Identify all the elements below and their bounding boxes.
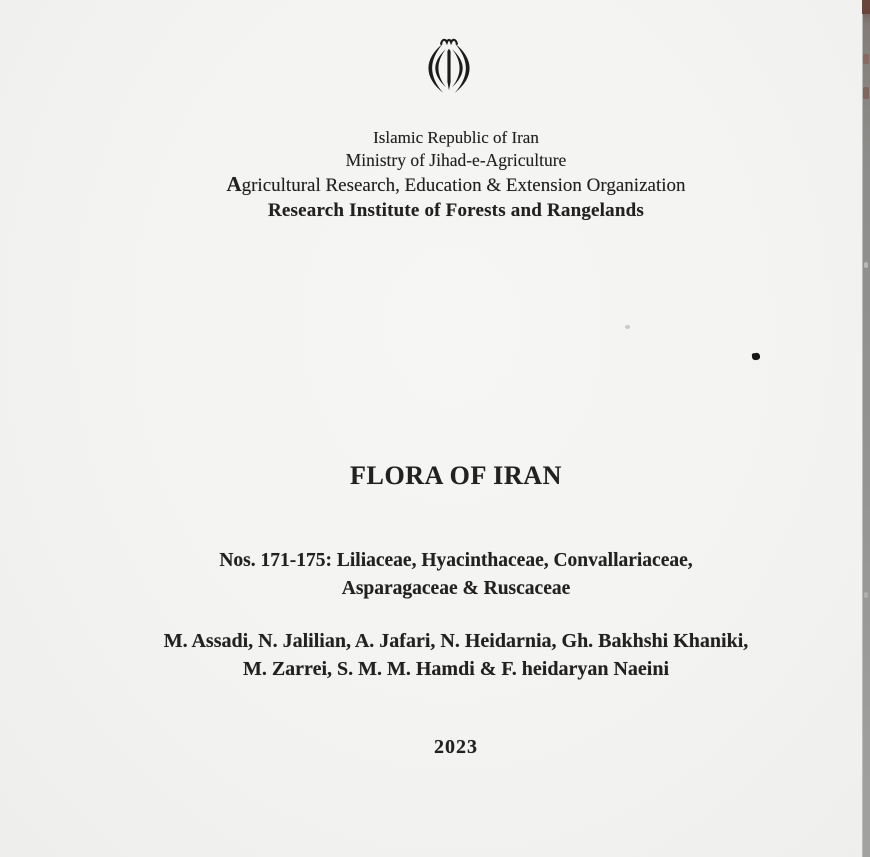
edge-red-speck [863, 54, 869, 64]
iran-coat-of-arms-icon [422, 37, 476, 95]
header-organization-line: Agricultural Research, Education & Extension Organization [226, 172, 686, 196]
issuing-organization-header [0, 127, 862, 223]
edge-red-speck [862, 0, 870, 14]
book-title: FLORA OF IRAN [350, 461, 562, 490]
header-ministry-line: Ministry of Jihad-e-Agriculture [345, 150, 567, 170]
header-country-line: Islamic Republic of Iran [373, 128, 539, 147]
authors-line-1: M. Assadi, N. Jalilian, A. Jafari, N. Heidarnia, Gh. Bakhshi Khaniki, [163, 630, 749, 652]
series-subtitle [0, 547, 862, 603]
edge-light-speck [864, 592, 868, 598]
faint-speck-artifact [625, 325, 630, 329]
authors [0, 627, 862, 683]
header-institute-line: Research Institute of Forests and Rangelands [268, 200, 644, 221]
publication-year: 2023 [434, 736, 478, 758]
page-edge-shadow [862, 0, 870, 857]
edge-red-speck [863, 87, 869, 99]
series-line-1: Nos. 171-175: Liliaceae, Hyacinthaceae, Convallariaceae, [219, 550, 693, 571]
series-line-2: Asparagaceae & Ruscaceae [341, 578, 571, 599]
edge-light-speck [864, 262, 868, 268]
authors-line-2: M. Zarrei, S. M. M. Hamdi & F. heidaryan Naeini [242, 658, 670, 680]
ink-speck-artifact [752, 353, 761, 361]
